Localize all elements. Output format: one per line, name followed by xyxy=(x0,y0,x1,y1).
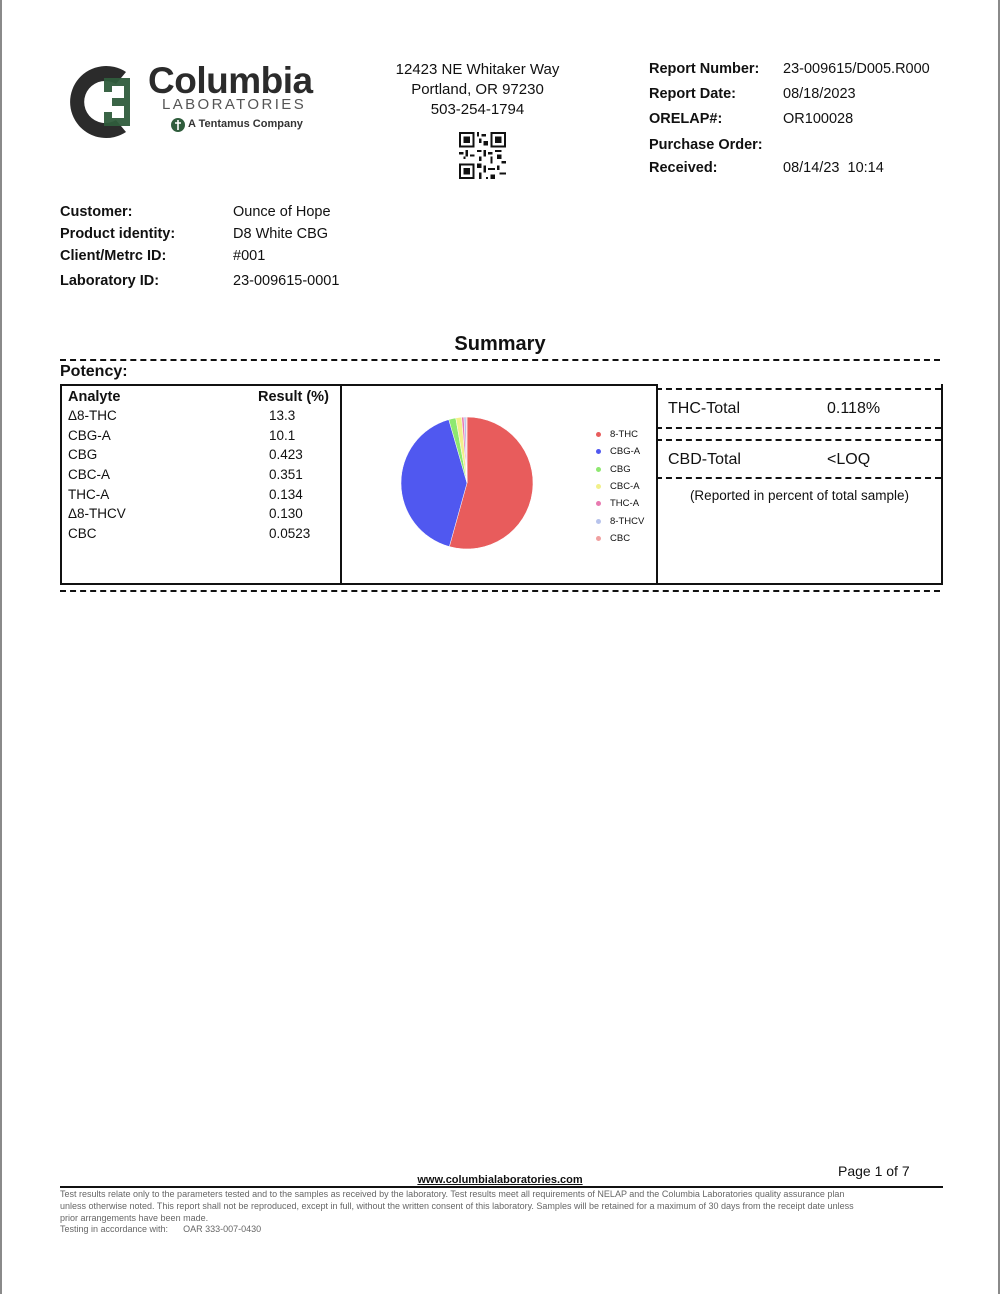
report-date-value: 08/18/2023 xyxy=(783,86,856,102)
totals-divider-4 xyxy=(656,477,941,479)
address-city: Portland, OR 97230 xyxy=(411,81,544,98)
client-metrc-id-value: #001 xyxy=(233,248,266,264)
disclaimer-text xyxy=(60,1188,945,1224)
potency-pie-chart-panel xyxy=(340,384,658,585)
table-row-result: 10.1 xyxy=(269,428,296,443)
laboratory-id-label: Laboratory ID: xyxy=(60,273,160,289)
legend-label: 8-THC xyxy=(610,429,638,440)
summary-title: Summary xyxy=(454,333,546,355)
table-row-analyte: Δ8-THC xyxy=(68,408,117,423)
cbd-total-value: <LOQ xyxy=(827,451,871,468)
legend-label: CBG-A xyxy=(610,446,641,458)
product-identity-label: Product identity: xyxy=(60,226,176,242)
disclaimer-line: unless otherwise noted. This report shall not be reproduced, except in full, without the written consent of this laboratory. Samples will be retained for a maximum of 30 days from the receipt date unless xyxy=(60,1201,854,1211)
legend-label: 8-THCV xyxy=(610,515,645,527)
customer-value: Ounce of Hope xyxy=(233,204,331,220)
product-identity-value: D8 White CBG xyxy=(233,226,329,242)
qr-code-icon[interactable] xyxy=(459,132,506,179)
laboratory-id-value: 23-009615-0001 xyxy=(233,273,340,289)
table-row-analyte: CBC-A xyxy=(68,467,111,482)
tentamus-leaf-icon xyxy=(170,117,186,133)
summary-divider-top xyxy=(60,359,940,361)
totals-panel xyxy=(656,384,943,585)
page-edge-left xyxy=(0,0,2,1294)
legend-swatch xyxy=(596,467,601,472)
customer-label: Customer: xyxy=(60,204,133,220)
potency-pie-chart xyxy=(397,413,537,553)
report-date-label: Report Date: xyxy=(649,86,737,102)
table-row-analyte: CBG-A xyxy=(68,428,111,443)
table-row-analyte: THC-A xyxy=(68,487,110,502)
pie-legend xyxy=(596,429,656,559)
table-row-result: 0.351 xyxy=(269,467,303,482)
lab-address xyxy=(360,60,595,120)
result-column-header: Result (%) xyxy=(258,389,329,405)
reported-note: (Reported in percent of total sample) xyxy=(689,488,910,503)
table-row-result: 0.130 xyxy=(269,506,303,521)
legend-label: CBC xyxy=(610,532,631,544)
columbia-logo-mark-icon xyxy=(62,58,148,146)
analyte-table xyxy=(60,384,342,585)
page-number: Page 1 of 7 xyxy=(838,1163,910,1179)
website-link[interactable]: www.columbialaboratories.com xyxy=(417,1174,583,1186)
potency-label: Potency: xyxy=(60,363,128,380)
legend-label: CBG xyxy=(610,463,631,475)
legend-swatch xyxy=(596,519,601,524)
table-row-result: 0.134 xyxy=(269,487,303,502)
legend-swatch xyxy=(596,449,601,454)
analyte-column-header: Analyte xyxy=(68,389,121,405)
report-number-value: 23-009615/D005.R000 xyxy=(783,61,930,77)
legend-swatch xyxy=(596,432,601,437)
company-logo xyxy=(62,58,322,148)
received-value: 08/14/23 10:14 xyxy=(783,160,884,176)
orelap-label: ORELAP#: xyxy=(649,111,723,127)
legend-swatch xyxy=(596,484,601,489)
address-phone: 503-254-1794 xyxy=(430,101,525,118)
totals-divider-2 xyxy=(656,427,941,429)
table-row-analyte: CBG xyxy=(68,447,98,462)
table-row-analyte: Δ8-THCV xyxy=(68,506,126,521)
purchase-order-label: Purchase Order: xyxy=(649,137,763,153)
table-row-analyte: CBC xyxy=(68,526,97,541)
disclaimer-line: Test results relate only to the parameters tested and to the samples as received by the laboratory. Test results meet all requirements of NELAP and the Columbia Laboratories quality assurance plan xyxy=(60,1189,845,1199)
totals-left-border xyxy=(656,384,658,585)
logo-tagline: A Tentamus Company xyxy=(188,118,303,130)
testing-label: Testing in accordance with: xyxy=(60,1224,169,1234)
summary-divider-bottom xyxy=(60,590,940,592)
legend-label: THC-A xyxy=(610,498,640,510)
table-row-result: 0.423 xyxy=(269,447,303,462)
totals-divider-3 xyxy=(656,439,941,441)
client-metrc-id-label: Client/Metrc ID: xyxy=(60,248,167,264)
legend-label: CBC-A xyxy=(610,480,640,492)
table-row-result: 13.3 xyxy=(269,408,296,423)
report-number-label: Report Number: xyxy=(649,61,760,77)
legend-swatch xyxy=(596,536,601,541)
logo-name: Columbia xyxy=(148,60,313,101)
thc-total-value: 0.118% xyxy=(827,400,881,417)
address-street: 12423 NE Whitaker Way xyxy=(395,61,560,78)
disclaimer-line: prior arrangements have been made. xyxy=(60,1213,209,1223)
legend-swatch xyxy=(596,501,601,506)
orelap-value: OR100028 xyxy=(783,111,854,127)
received-label: Received: xyxy=(649,160,718,176)
table-row-result: 0.0523 xyxy=(269,526,311,541)
thc-total-label: THC-Total xyxy=(668,400,741,417)
logo-subtitle: LABORATORIES xyxy=(162,96,307,113)
testing-value: OAR 333-007-0430 xyxy=(183,1224,262,1234)
cbd-total-label: CBD-Total xyxy=(668,451,741,468)
testing-accordance xyxy=(60,1224,261,1234)
totals-divider-1 xyxy=(656,388,941,390)
